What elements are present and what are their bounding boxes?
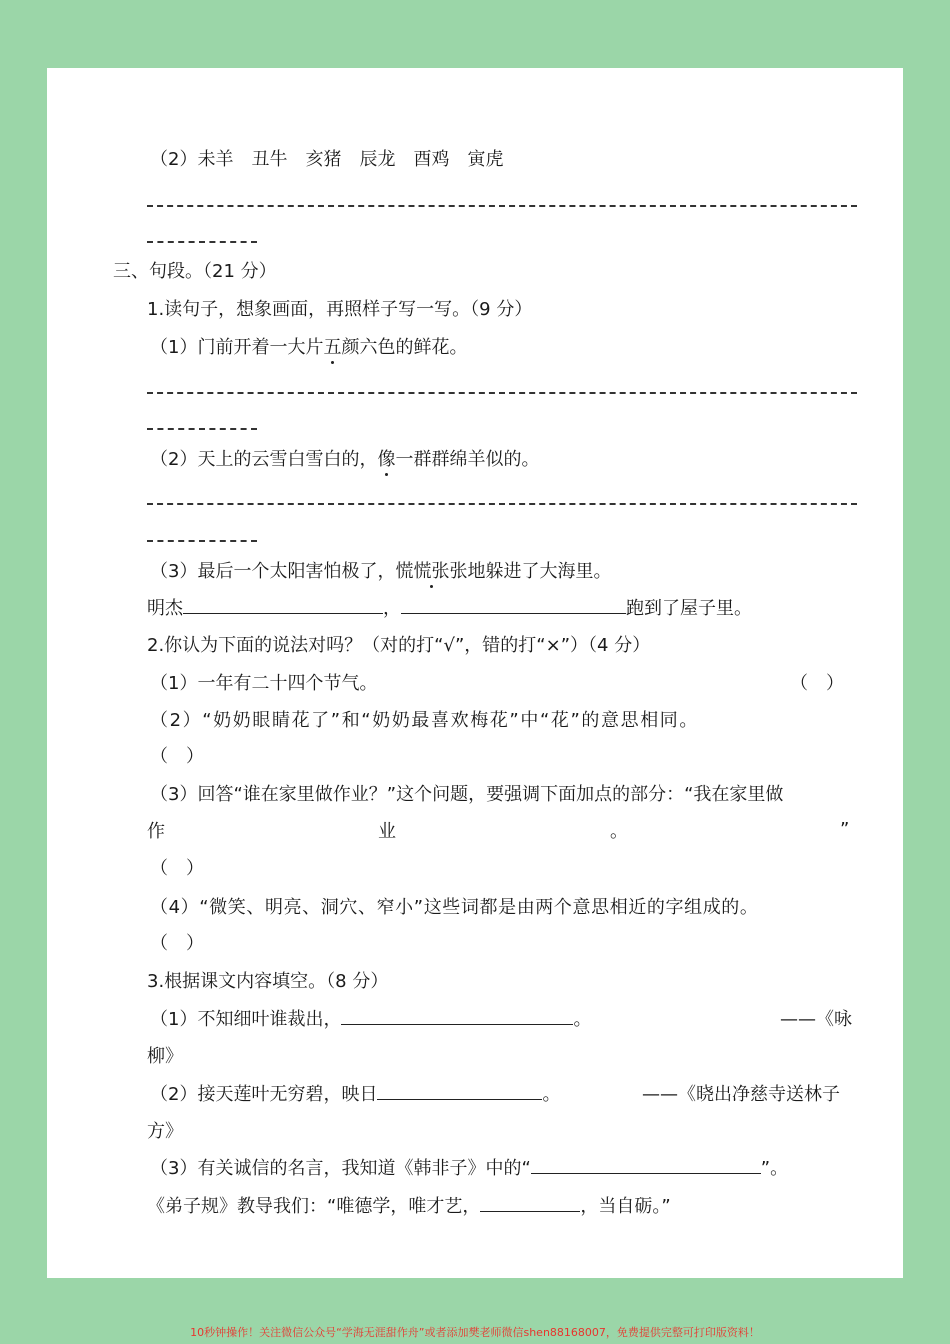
fill-blank[interactable] [341, 1008, 573, 1025]
answer-paren[interactable]: （ ） [790, 673, 844, 694]
answer-line[interactable] [147, 392, 857, 394]
question-title: 2.你认为下面的说法对吗？（对的打“√”，错的打“×”）（4 分） [147, 635, 651, 656]
quote-1-pre: （3）有关诚信的名言，我知道《韩非子》中的“ [150, 1158, 531, 1179]
answer-line[interactable] [147, 540, 257, 542]
poem-1-pre: （1）不知细叶谁裁出， [150, 1009, 342, 1030]
answer-paren[interactable]: （ ） [150, 746, 204, 767]
sentence-3-post: 地躲进了大海里。 [467, 561, 612, 582]
answer-paren[interactable]: （ ） [150, 933, 204, 954]
fill-end: 跑到了屋子里。 [626, 598, 752, 619]
poem-1-source-end: 柳》 [147, 1046, 183, 1067]
judgement-1: （1）一年有二十四个节气。 [150, 673, 378, 694]
question-title: 1.读句子，想象画面，再照样子写一写。（9 分） [147, 299, 533, 320]
answer-line[interactable] [147, 241, 257, 243]
poem-1-post: 。 [573, 1009, 592, 1030]
answer-paren[interactable]: （ ） [150, 858, 204, 879]
poem-2-post: 。 [542, 1084, 561, 1105]
quote-2-pre: 《弟子规》教导我们：“唯德学，唯才艺， [147, 1196, 481, 1217]
quote-2-post: ，当自砺。” [580, 1196, 671, 1217]
sentence-2 [150, 448, 539, 472]
question-title: 3.根据课文内容填空。（8 分） [147, 971, 389, 992]
judgement-2: （2）“奶奶眼睛花了”和“奶奶最喜欢梅花”中“花”的意思相同。 [150, 710, 700, 731]
sentence-2-pre: （2）天上的云雪白雪白的， [150, 449, 378, 470]
answer-line[interactable] [147, 428, 257, 430]
sentence-2-emphasis: 像 [377, 449, 396, 470]
fill-quote-1 [150, 1157, 788, 1181]
section-heading: 三、句段。（21 分） [113, 261, 277, 282]
fill-blank[interactable] [531, 1157, 761, 1174]
judgement-4: （4）“微笑、明亮、洞穴、窄小”这些词都是由两个意思相近的字组成的。 [150, 897, 759, 918]
judgement-3-char-1: 作 [147, 821, 165, 842]
judgement-3-char-3: 。 [610, 821, 628, 842]
judgement-3: （3）回答“谁在家里做作业？”这个问题，要强调下面加点的部分：“我在家里做 [150, 784, 784, 805]
sentence-3-pre: （3）最后一个太阳害怕极了， [150, 561, 396, 582]
sentence-1-pre: （1）门前开着 [150, 337, 270, 358]
sentence-2-post: 一群群绵羊似的。 [395, 449, 540, 470]
fill-blank[interactable] [401, 597, 626, 614]
answer-line[interactable] [147, 503, 857, 505]
fill-blank[interactable] [480, 1195, 580, 1212]
poem-2-pre: （2）接天莲叶无穷碧，映日 [150, 1084, 378, 1105]
fill-subject: 明杰 [147, 598, 183, 619]
fill-poem-2 [150, 1083, 560, 1107]
fill-blank[interactable] [183, 597, 383, 614]
fill-comma: ， [383, 598, 401, 619]
answer-line[interactable] [147, 205, 857, 207]
judgement-3-char-4: ” [840, 819, 850, 840]
zodiac-question: （2）未羊 丑牛 亥猪 辰龙 酉鸡 寅虎 [150, 149, 504, 170]
fill-blank[interactable] [377, 1083, 542, 1100]
sentence-3-emphasis: 慌慌张张 [395, 561, 468, 582]
poem-1-source: ——《咏 [780, 1009, 852, 1030]
quote-1-post: ”。 [760, 1158, 789, 1179]
sentence-3 [150, 560, 611, 584]
poem-2-source: ——《晓出净慈寺送林子 [642, 1084, 840, 1105]
poem-2-source-end: 方》 [147, 1121, 183, 1142]
sentence-3-fill [147, 597, 752, 621]
promo-footer: 10秒钟操作！关注微信公众号“学海无涯甜作舟”或者添加樊老师微信shen88168007，免费提供完整可打印版资料！ [190, 1326, 760, 1339]
sentence-1 [150, 336, 467, 360]
fill-poem-1 [150, 1008, 591, 1032]
judgement-3-char-2: 业 [378, 821, 396, 842]
sentence-1-emphasis: 一大片五颜六色 [269, 337, 396, 358]
sentence-1-post: 的鲜花。 [395, 337, 468, 358]
fill-quote-2 [147, 1195, 671, 1219]
